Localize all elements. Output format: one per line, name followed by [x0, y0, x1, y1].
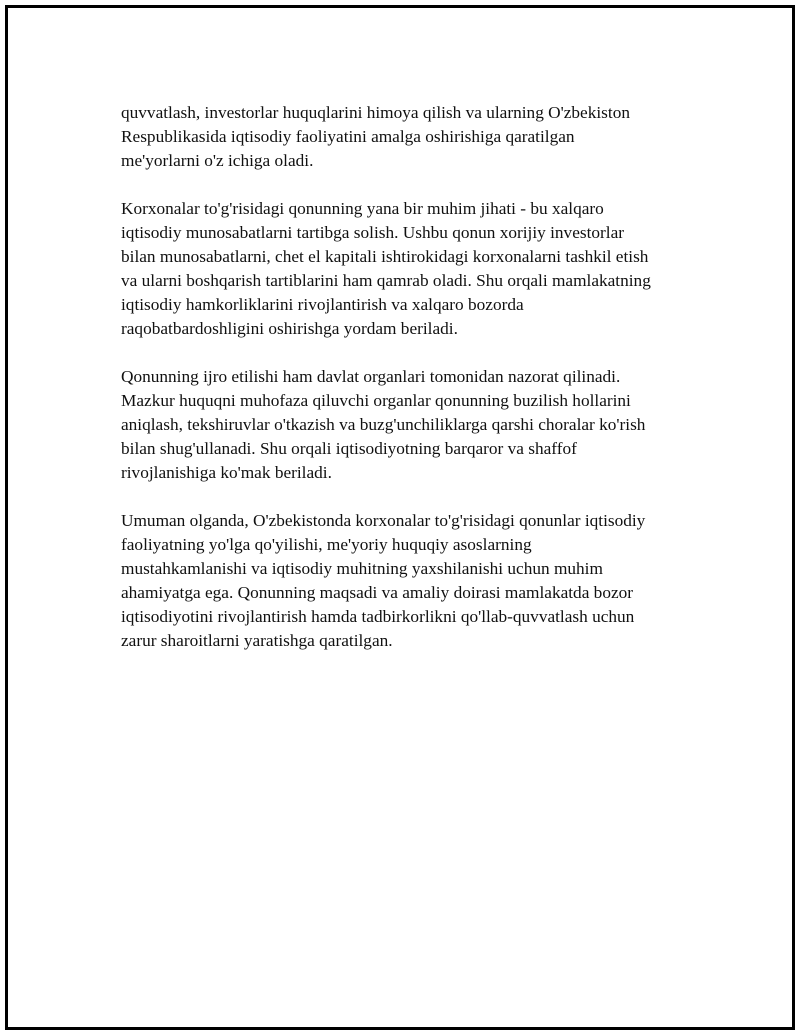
text-line: zarur sharoitlarni yaratishga qaratilgan. — [121, 631, 393, 650]
paragraph-2 — [121, 197, 701, 341]
text-line: quvvatlash, investorlar huquqlarini himoya qilish va ularning O'zbekiston — [121, 103, 630, 122]
text-line: rivojlanishiga ko'mak beriladi. — [121, 463, 332, 482]
text-line: bilan shug'ullanadi. Shu orqali iqtisodiyotning barqaror va shaffof — [121, 439, 577, 458]
text-line: me'yorlarni o'z ichiga oladi. — [121, 151, 314, 170]
text-line: iqtisodiy munosabatlarni tartibga solish. Ushbu qonun xorijiy investorlar — [121, 223, 625, 242]
text-line: Korxonalar to'g'risidagi qonunning yana bir muhim jihati - bu xalqaro — [121, 199, 604, 218]
text-line: ahamiyatga ega. Qonunning maqsadi va amaliy doirasi mamlakatda bozor — [121, 583, 634, 602]
paragraph-4 — [121, 509, 701, 653]
text-line: Respublikasida iqtisodiy faoliyatini amalga oshirishiga qaratilgan — [121, 127, 575, 146]
text-line: faoliyatning yo'lga qo'yilishi, me'yoriy huquqiy asoslarning — [121, 535, 532, 554]
text-line: raqobatbardoshligini oshirishga yordam beriladi. — [121, 319, 458, 338]
text-line: Mazkur huquqni muhofaza qiluvchi organlar qonunning buzilish hollarini — [121, 391, 631, 410]
text-line: Umuman olganda, O'zbekistonda korxonalar to'g'risidagi qonunlar iqtisodiy — [121, 511, 646, 530]
text-line: iqtisodiyotini rivojlantirish hamda tadbirkorlikni qo'llab-quvvatlash uchun — [121, 607, 635, 626]
text-line: aniqlash, tekshiruvlar o'tkazish va buzg'unchiliklarga qarshi choralar ko'rish — [121, 415, 646, 434]
text-line: iqtisodiy hamkorliklarini rivojlantirish va xalqaro bozorda — [121, 295, 524, 314]
document-body — [121, 101, 701, 677]
text-line: va ularni boshqarish tartiblarini ham qamrab oladi. Shu orqali mamlakatning — [121, 271, 651, 290]
text-line: Qonunning ijro etilishi ham davlat organlari tomonidan nazorat qilinadi. — [121, 367, 621, 386]
paragraph-3 — [121, 365, 701, 485]
page-frame — [5, 5, 795, 1030]
paragraph-1 — [121, 101, 701, 173]
text-line: bilan munosabatlarni, chet el kapitali ishtirokidagi korxonalarni tashkil etish — [121, 247, 649, 266]
text-line: mustahkamlanishi va iqtisodiy muhitning yaxshilanishi uchun muhim — [121, 559, 603, 578]
